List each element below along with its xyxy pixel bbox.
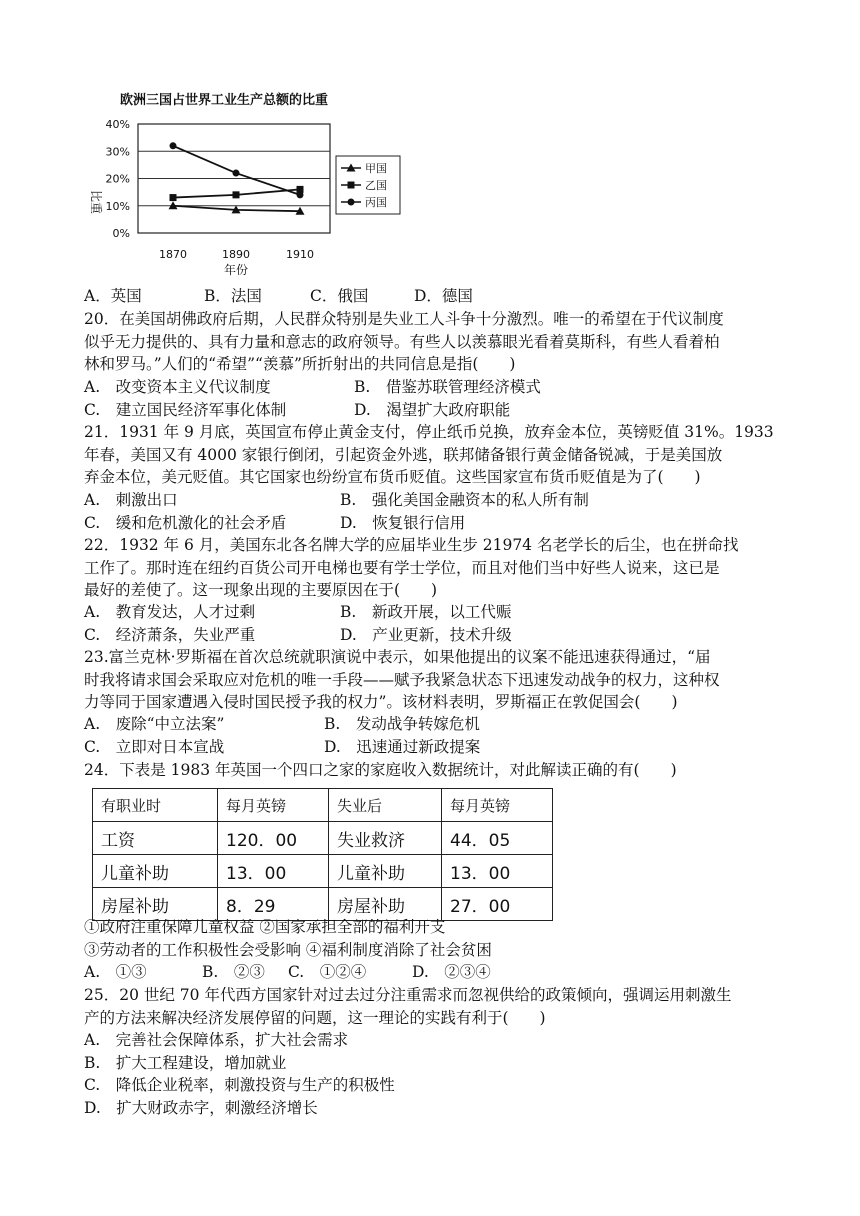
table-row — [93, 855, 553, 888]
q19-option-c[interactable]: C．俄国 — [310, 287, 369, 305]
chart-data-point — [233, 191, 240, 198]
table-cell: 27．00 — [442, 888, 553, 921]
chart-x-tick-label: 1870 — [159, 248, 187, 261]
q25-option-b[interactable]: B. 扩大工程建设，增加就业 — [84, 1053, 287, 1072]
chart-x-ticks — [159, 248, 314, 261]
q21-line: 弃金本位，美元贬值。其它国家也纷纷宣布货币贬值。这些国家宣布货币贬值是为了( ) — [84, 468, 701, 487]
q21-option-c[interactable]: C. 缓和危机激化的社会矛盾 — [84, 513, 287, 532]
q21-stem — [84, 421, 784, 489]
table-header-cell: 有职业时 — [93, 789, 218, 822]
chart-grid — [138, 124, 330, 233]
q22-line: 22．1932 年 6 月，美国东北各名牌大学的应届毕业生步 21974 名老学长的后尘，也在拼命找 — [84, 536, 739, 554]
q24-options — [84, 961, 491, 984]
table-cell: 8．29 — [218, 888, 329, 921]
chart-series-1 — [170, 186, 304, 201]
q20-line: 林和罗马。”人们的“希望”“羡慕”所折射出的共同信息是指( ) — [84, 355, 516, 374]
table-header-cell: 每月英镑 — [218, 789, 329, 822]
q24-option-c[interactable]: C. ①②④ — [288, 963, 367, 981]
chart-title: 欧洲三国占世界工业生产总额的比重 — [120, 93, 329, 108]
q19-options — [84, 285, 473, 308]
chart-x-tick-label: 1910 — [286, 248, 314, 261]
q24-stem — [84, 759, 784, 782]
chart-y-tick-label: 0% — [112, 227, 130, 240]
q24-option-d[interactable]: D. ②③④ — [412, 963, 491, 981]
q22-stem — [84, 534, 784, 602]
chart-data-point — [233, 170, 240, 177]
chart-y-ticks — [106, 118, 130, 240]
table-row — [93, 822, 553, 855]
chart-y-axis-label: 比重 — [89, 190, 103, 215]
q21-options — [84, 489, 589, 534]
q19-option-d[interactable]: D．德国 — [414, 287, 473, 305]
q22-option-c[interactable]: C. 经济萧条，失业严重 — [84, 625, 256, 644]
chart-legend-label: 丙国 — [365, 196, 387, 209]
q24-option-a[interactable]: A. ①③ — [84, 963, 147, 981]
chart-data-point — [297, 191, 304, 198]
q19-option-a[interactable]: A．英国 — [84, 287, 142, 305]
chart-y-tick-label: 30% — [105, 145, 130, 159]
chart-y-tick-label: 20% — [105, 172, 130, 186]
q21-line: 年春，美国又有 4000 家银行倒闭，引起资金外逃，联邦储备银行黄金储备锐减，于是美国放 — [84, 445, 723, 464]
q25-line: 25．20 世纪 70 年代西方国家针对过去过分注重需求而忽视供给的政策倾向，强调运用刺激生 — [84, 986, 732, 1004]
q22-options — [84, 601, 512, 646]
chart-y-tick-label: 40% — [105, 118, 130, 131]
table-cell: 房屋补助 — [329, 888, 442, 921]
q20-line: 似乎无力提供的、具有力量和意志的政府领导。有些人以羡慕眼光看着莫斯科，有些人看着柏 — [84, 332, 720, 351]
chart-data-point — [170, 194, 177, 201]
q25-options — [84, 1029, 395, 1119]
chart-x-tick-label: 1890 — [222, 248, 250, 261]
table-header-row — [93, 789, 553, 822]
q25-option-c[interactable]: C. 降低企业税率，刺激投资与生产的积极性 — [84, 1076, 395, 1095]
q22-line: 工作了。那时连在纽约百货公司开电梯也要有学士学位，而且对他们当中好些人说来，这已是 — [84, 558, 720, 577]
chart-legend-marker — [348, 182, 355, 189]
table-cell: 13．00 — [218, 855, 329, 888]
table-cell: 120．00 — [218, 822, 329, 855]
income-table — [92, 788, 553, 921]
chart-legend-marker — [348, 199, 355, 206]
q23-line: 23.富兰克林·罗斯福在首次总统就职演说中表示，如果他提出的议案不能迅速获得通过，“届 — [84, 648, 711, 666]
q24-line: 24．下表是 1983 年英国一个四口之家的家庭收入数据统计，对此解读正确的有( ) — [84, 761, 677, 779]
table-cell: 13．00 — [442, 855, 553, 888]
q21-option-a[interactable]: A. 刺激出口 — [84, 491, 178, 509]
q20-options — [84, 376, 541, 421]
chart-svg — [78, 86, 408, 280]
q23-stem — [84, 646, 784, 714]
q24-statements — [84, 916, 784, 961]
chart-series-2 — [170, 142, 304, 198]
q23-line: 时我将请求国会采取应对危机的唯一手段——赋予我紧急状态下迅速发动战争的权力，这种权 — [84, 670, 720, 689]
table-header-cell: 每月英镑 — [442, 789, 553, 822]
table-cell: 儿童补助 — [93, 855, 218, 888]
table-header-cell: 失业后 — [329, 789, 442, 822]
chart-legend — [336, 156, 400, 214]
q21-option-b[interactable]: B. 强化美国金融资本的私人所有制 — [340, 491, 589, 509]
q21-line: 21．1931 年 9 月底，英国宣布停止黄金支付，停止纸币兑换，放弃金本位，英镑贬值 31%。1933 — [84, 423, 774, 441]
table-cell: 44．05 — [442, 822, 553, 855]
q20-line: 20．在美国胡佛政府后期，人民群众特别是失业工人斗争十分激烈。唯一的希望在于代议制度 — [84, 310, 724, 328]
table-cell: 房屋补助 — [93, 888, 218, 921]
q24-option-b[interactable]: B. ②③ — [202, 963, 265, 981]
q22-line: 最好的差使了。这一现象出现的主要原因在于( ) — [84, 581, 438, 600]
q23-option-c[interactable]: C. 立即对日本宣战 — [84, 737, 225, 756]
q20-stem — [84, 308, 784, 376]
q22-option-d[interactable]: D. 产业更新，技术升级 — [340, 625, 512, 644]
q20-option-c[interactable]: C. 建立国民经济军事化体制 — [84, 400, 287, 419]
q23-line: 力等同于国家遭遇入侵时国民授予我的权力”。该材料表明，罗斯福正在敦促国会( ) — [84, 693, 678, 712]
chart-series-0 — [169, 201, 305, 214]
table-cell: 儿童补助 — [329, 855, 442, 888]
chart-x-axis-label: 年份 — [224, 263, 249, 277]
q25-option-a[interactable]: A. 完善社会保障体系，扩大社会需求 — [84, 1031, 349, 1049]
chart-y-tick-label: 10% — [105, 199, 130, 213]
q23-option-b[interactable]: B. 发动战争转嫁危机 — [324, 715, 480, 733]
q24-statement-line: ③劳动者的工作积极性会受影响 ④福利制度消除了社会贫困 — [84, 940, 492, 959]
q22-option-b[interactable]: B. 新政开展，以工代赈 — [340, 603, 512, 621]
q21-option-d[interactable]: D. 恢复银行信用 — [340, 513, 466, 532]
q20-option-d[interactable]: D. 渴望扩大政府职能 — [354, 400, 511, 419]
q23-option-a[interactable]: A. 废除“中立法案” — [84, 715, 225, 733]
q22-option-a[interactable]: A. 教育发达，人才过剩 — [84, 603, 256, 621]
q23-option-d[interactable]: D. 迅速通过新政提案 — [324, 737, 481, 756]
table-cell: 工资 — [93, 822, 218, 855]
q20-option-b[interactable]: B. 借鉴苏联管理经济模式 — [354, 378, 541, 396]
industrial-share-chart — [78, 86, 408, 280]
q25-stem — [84, 984, 784, 1029]
q24-statement-line: ①政府注重保障儿童权益 ②国家承担全部的福利开支 — [84, 918, 446, 936]
q25-option-d[interactable]: D. 扩大财政赤字，刺激经济增长 — [84, 1098, 318, 1117]
q20-option-a[interactable]: A. 改变资本主义代议制度 — [84, 378, 271, 396]
chart-data-point — [170, 142, 177, 149]
chart-legend-label: 乙国 — [365, 179, 387, 192]
chart-legend-label: 甲国 — [365, 162, 387, 175]
q25-line: 产的方法来解决经济发展停留的问题，这一理论的实践有利于( ) — [84, 1008, 546, 1027]
q19-option-b[interactable]: B．法国 — [204, 287, 262, 305]
table-cell: 失业救济 — [329, 822, 442, 855]
q23-options — [84, 713, 480, 758]
